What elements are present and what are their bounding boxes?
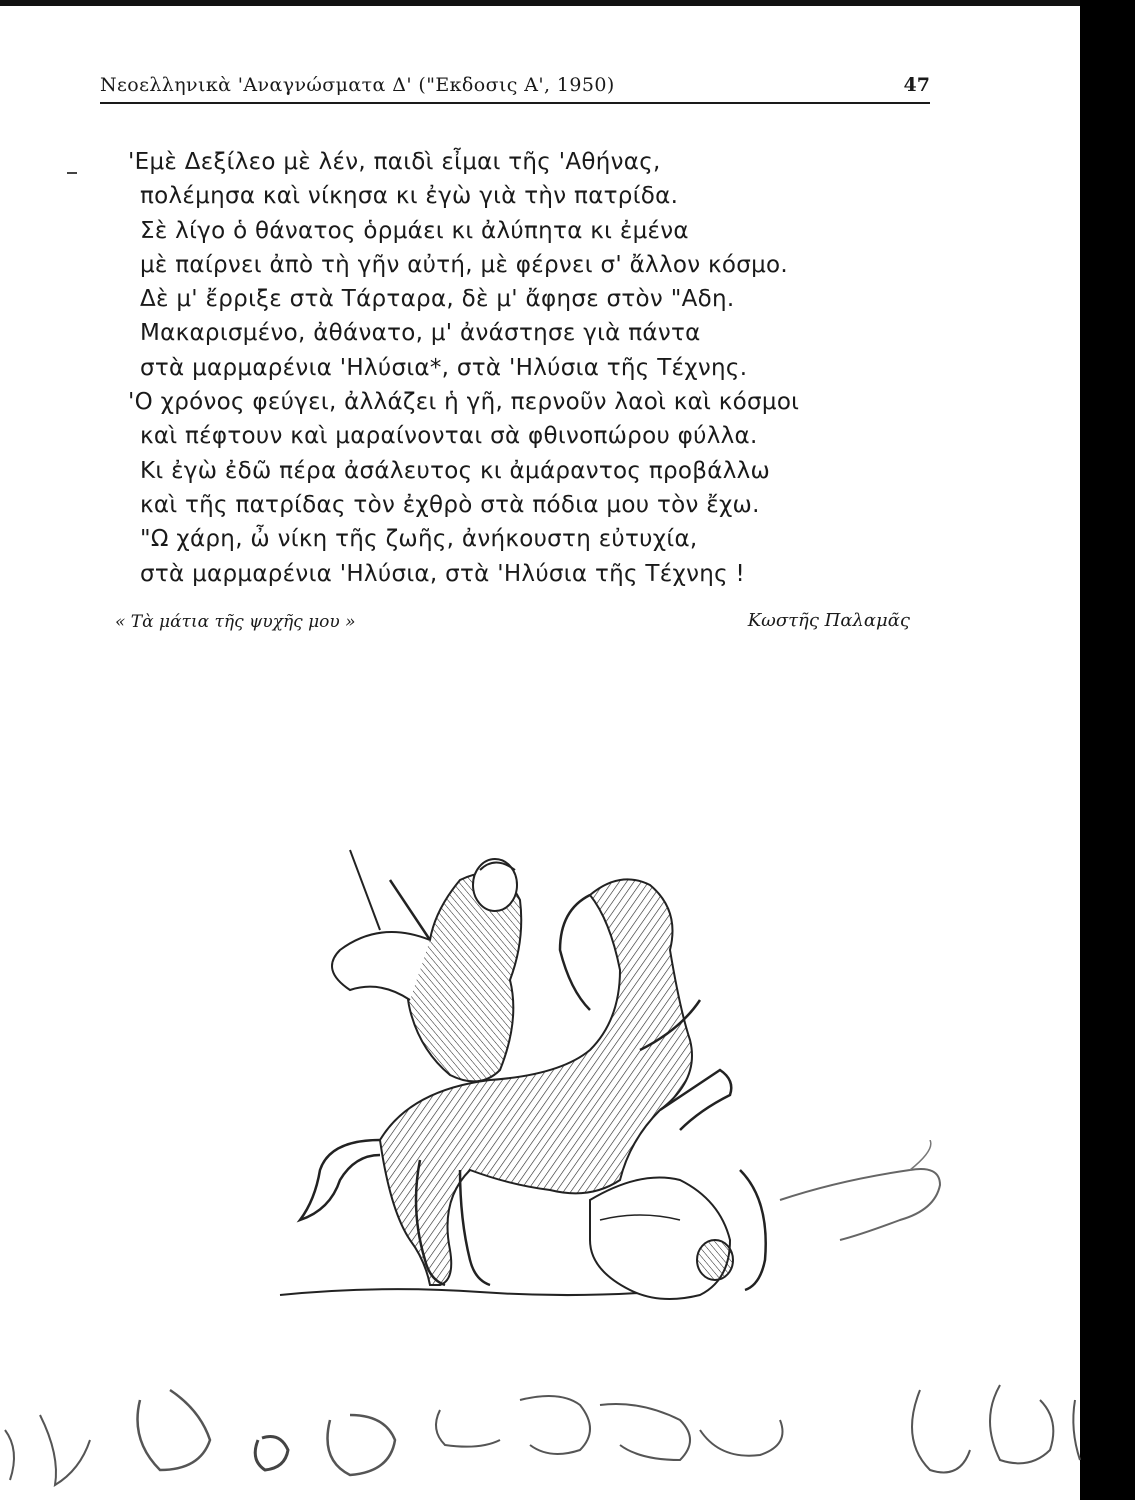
poem-line: Μακαρισμένο, ἀθάνατο, μ' ἀνάστησε γιὰ πάντα [140,320,701,347]
book-title: Νεοελληνικὰ 'Αναγνώσματα Δ' ("Εκδοσις Α', 1950) [100,74,615,96]
pencil-doodle [760,1140,990,1280]
poem-line: Σὲ λίγο ὁ θάνατος ὁρμάει κι ἀλύπητα κι ἐμένα [140,217,689,244]
poem-line: "Ω χάρη, ὦ νίκη τῆς ζωῆς, ἀνήκουστη εὐτυχία, [140,526,698,553]
source-title: « Τὰ μάτια τῆς ψυχῆς μου » [115,612,356,632]
margin-mark [67,172,77,174]
poem-line: πολέμησα καὶ νίκησα κι ἐγὼ γιὰ τὴν πατρίδα. [140,183,679,210]
page-number: 47 [903,74,930,96]
poem [128,145,918,591]
poem-line: 'Εμὲ Δεξίλεο μὲ λέν, παιδὶ εἶμαι τῆς 'Αθήνας, [128,149,661,175]
scan-edge-top [0,0,1135,6]
poem-line: Δὲ μ' ἔρριξε στὰ Τάρταρα, δὲ μ' ἄφησε στὸν "Αδη. [140,286,735,313]
horseman-relief-illustration-icon [260,840,800,1380]
pencil-scribbles [0,1360,1135,1500]
poem-line: Κι ἐγὼ ἐδῶ πέρα ἀσάλευτος κι ἀμάραντος προβάλλω [140,457,771,484]
running-head [100,74,930,104]
poem-line: στὰ μαρμαρένια 'Ηλύσια*, στὰ 'Ηλύσια τῆς Τέχνης. [140,354,748,381]
author-name: Κωστῆς Παλαμᾶς [747,610,910,631]
poem-line: μὲ παίρνει ἀπὸ τὴ γῆν αὐτή, μὲ φέρνει σ' ἄλλον κόσμο. [140,251,789,278]
scan-edge-right [1080,0,1135,1500]
poem-line: 'Ο χρόνος φεύγει, ἀλλάζει ἡ γῆ, περνοῦν λαοὶ καὶ κόσμοι [128,389,800,416]
poem-line: στὰ μαρμαρένια 'Ηλύσια, στὰ 'Ηλύσια τῆς Τέχνης ! [140,560,746,587]
poem-line: καὶ τῆς πατρίδας τὸν ἐχθρὸ στὰ πόδια μου τὸν ἔχω. [140,491,760,518]
header-rule [100,102,930,104]
poem-line: καὶ πέφτουν καὶ μαραίνονται σὰ φθινοπώρου φύλλα. [140,423,758,450]
